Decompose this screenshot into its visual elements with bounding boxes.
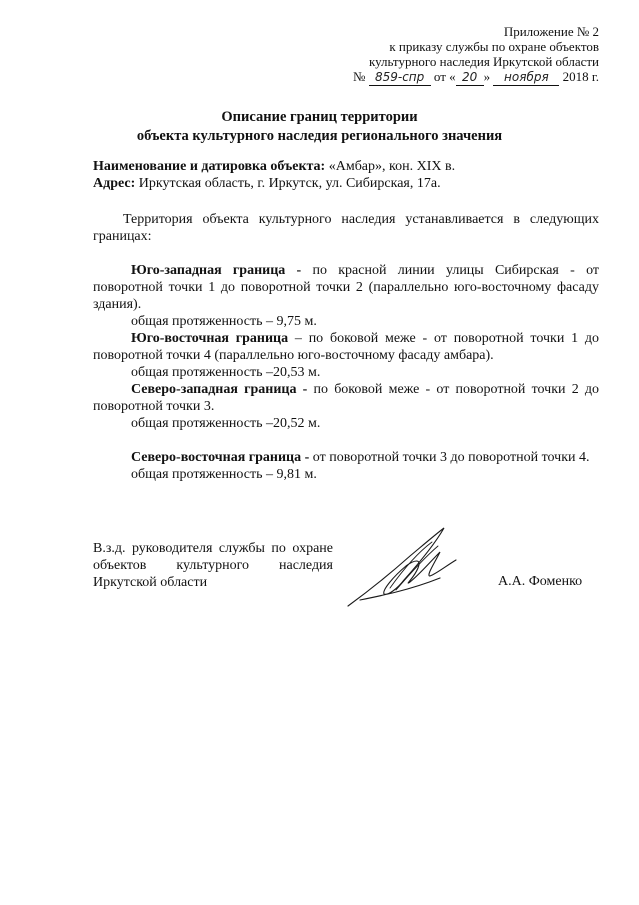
appendix-number: Приложение № 2	[503, 24, 599, 39]
boundary-name: Северо-западная граница	[131, 382, 297, 397]
document-title	[70, 108, 569, 146]
intro-paragraph: Территория объекта культурного наследия устанавливается в следующих границах:	[93, 212, 599, 244]
boundary-name: Северо-восточная граница	[131, 450, 302, 465]
boundary-paragraph	[93, 330, 599, 364]
appendix-header	[239, 24, 599, 86]
title-line-2: объекта культурного наследия регионального значения	[136, 128, 503, 144]
boundary-separator: –	[288, 331, 309, 346]
signatory-position: В.з.д. руководителя службы по охране объектов культурного наследия Иркутской области	[93, 541, 333, 590]
order-month-handwritten: ноября	[504, 70, 549, 84]
spacer	[93, 432, 599, 449]
order-day-handwritten: 20	[461, 70, 478, 84]
boundary-separator: -	[301, 450, 313, 465]
boundary-text: от поворотной точки 3 до поворотной точки 4.	[312, 450, 590, 465]
order-number-prefix: №	[352, 69, 366, 84]
boundary-paragraph	[93, 262, 599, 313]
order-day-field	[456, 69, 484, 86]
object-address-row	[93, 175, 599, 192]
boundary-separator: -	[296, 382, 314, 397]
boundary-text: по красной линии улицы Сибирская - от поворотной точки 1 до поворотной точки 2 (параллельно юго-восточному фасаду здания).	[93, 263, 599, 312]
boundary-separator: -	[285, 263, 313, 278]
order-number-date	[239, 69, 599, 86]
object-info	[93, 158, 599, 192]
handwritten-signature	[340, 520, 470, 615]
appendix-order-ref: к приказу службы по охране объектов	[389, 39, 599, 54]
boundary-length: общая протяженность – 9,81 м.	[131, 467, 317, 482]
order-year: 2018 г.	[562, 69, 599, 84]
object-name-label: Наименование и датировка объекта:	[93, 159, 326, 174]
boundary-text: по боковой меже - от поворотной точки 2 до поворотной точки 3.	[93, 382, 599, 414]
order-number-handwritten: 859-спр	[374, 70, 425, 84]
title-line-1: Описание границ территории	[221, 109, 418, 125]
object-name-row	[93, 158, 599, 175]
boundary-length: общая протяженность –20,52 м.	[131, 416, 321, 431]
object-address-value: Иркутская область, г. Иркутск, ул. Сибирская, 17а.	[138, 176, 441, 191]
order-date-quote: »	[483, 69, 491, 84]
order-date-from: от «	[433, 69, 456, 84]
signatory-name: А.А. Фоменко	[498, 574, 583, 589]
boundary-length: общая протяженность – 9,75 м.	[131, 314, 317, 329]
boundaries-section	[93, 262, 599, 483]
boundary-paragraph	[93, 381, 599, 415]
boundary-name: Юго-западная граница	[131, 263, 286, 278]
boundary-name: Юго-восточная граница	[131, 331, 289, 346]
object-name-value: «Амбар», кон. XIX в.	[328, 159, 456, 174]
order-month-field	[493, 69, 559, 86]
boundary-length: общая протяженность –20,53 м.	[131, 365, 321, 380]
boundary-text: по боковой меже - от поворотной точки 1 до поворотной точки 4 (параллельно юго-восточному фасаду амбара).	[93, 331, 599, 363]
object-address-label: Адрес:	[93, 176, 136, 191]
appendix-authority: культурного наследия Иркутской области	[368, 54, 599, 69]
order-number-field	[369, 69, 431, 86]
boundary-paragraph	[93, 449, 599, 466]
